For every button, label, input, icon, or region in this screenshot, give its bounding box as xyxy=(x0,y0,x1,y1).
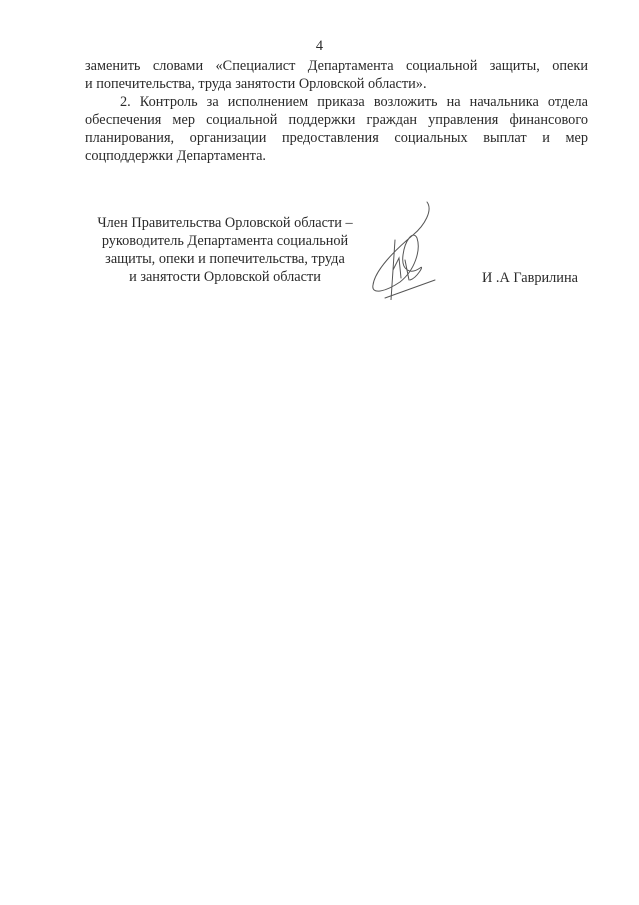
page-number: 4 xyxy=(315,38,324,54)
body-line: заменить словами «Специалист Департамента социальной защиты, опеки xyxy=(85,58,588,74)
body-line: обеспечения мер социальной поддержки граждан управления финансового xyxy=(85,112,588,128)
signatory-title xyxy=(80,214,370,286)
signatory-name: И .А Гаврилина xyxy=(482,270,578,286)
title-line: Член Правительства Орловской области – xyxy=(97,215,353,231)
handwritten-signature xyxy=(365,200,455,300)
title-line: руководитель Департамента социальной xyxy=(101,233,349,249)
title-line: защиты, опеки и попечительства, труда xyxy=(105,251,345,267)
body-line: 2. Контроль за исполнением приказа возложить на начальника отдела xyxy=(120,94,588,110)
body-line: планирования, организации предоставления социальных выплат и мер xyxy=(85,130,588,146)
body-line: и попечительства, труда занятости Орловской области». xyxy=(85,76,427,92)
title-line: и занятости Орловской области xyxy=(129,269,321,285)
body-line: соцподдержки Департамента. xyxy=(85,148,267,164)
